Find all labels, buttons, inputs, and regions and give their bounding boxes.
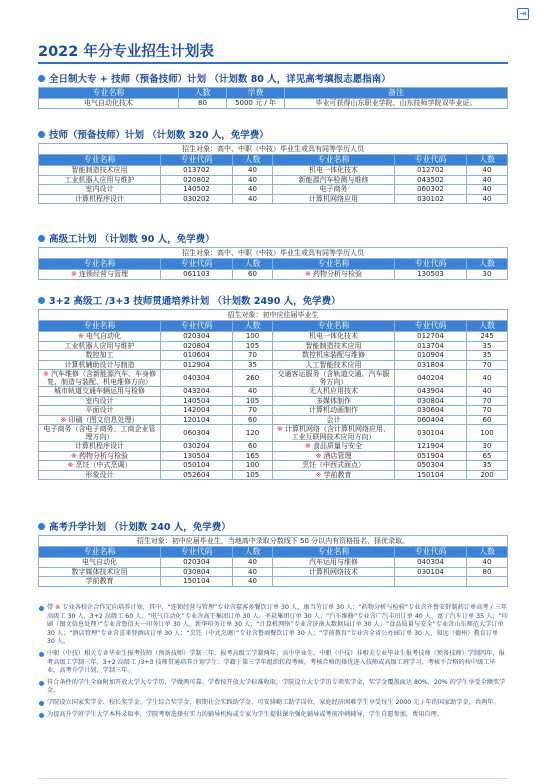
cell: 245: [467, 332, 508, 342]
cell: 计算机辅助设计与制造: [39, 360, 161, 370]
header-cell: 专业名称: [273, 321, 395, 332]
cell: 电子商务: [273, 185, 395, 195]
cell: [395, 577, 467, 587]
header-cell: 人数: [467, 547, 508, 558]
target-row: [39, 536, 508, 547]
cell: ※ 药物分析与检验: [273, 270, 395, 280]
star-marker-icon: ※: [304, 442, 314, 451]
cell: 40: [233, 175, 273, 185]
cell: 计算机网络应用: [273, 194, 395, 204]
cell: 030202: [161, 194, 233, 204]
star-marker-icon: ※: [70, 270, 80, 279]
cell: 30: [467, 442, 508, 452]
cell: 5000 元 / 年: [227, 99, 285, 109]
cell: 010904: [395, 351, 467, 361]
senior-worker-plan-table: [38, 247, 508, 280]
cell: 050104: [161, 461, 233, 471]
table-row: [39, 99, 508, 109]
cell: 35: [467, 341, 508, 351]
cell: 010604: [161, 351, 233, 361]
cell: 012704: [395, 332, 467, 342]
target-row: [39, 144, 508, 155]
cell: 智能制造技术应用: [273, 341, 395, 351]
header-cell: 专业代码: [395, 155, 467, 166]
table-row: [39, 442, 508, 452]
header-cell: 人数: [233, 547, 273, 558]
section-title: 技师（预备技师）计划 （计划数 320 人，免学费）: [38, 128, 508, 143]
table-row: [39, 461, 508, 471]
cell: ※ 汽车维修（含新能源汽车、车身修复、制造与装配、机电维修方向）: [39, 370, 161, 387]
cell: 学前教育: [39, 577, 161, 587]
cell: 020304: [161, 558, 233, 568]
table-row: [39, 351, 508, 361]
cell: ※ 酒店管理: [273, 451, 395, 461]
cell: 计算机程序设计: [39, 442, 161, 452]
cell: 040304: [161, 370, 233, 387]
table-row: [39, 270, 508, 280]
section-title: 全日制大专 + 技师（预备技师）计划 （计划数 80 人，详见高考填报志愿指南）: [38, 72, 508, 87]
cell: 030204: [161, 442, 233, 452]
cell: 052604: [161, 470, 233, 480]
table-row: [39, 341, 508, 351]
table-row: [39, 370, 508, 387]
header-cell: 专业名称: [39, 88, 179, 99]
table-row: [39, 332, 508, 342]
header-cell: 专业代码: [161, 259, 233, 270]
page-title: 2022 年分专业招生计划表: [38, 44, 214, 60]
cell: 060304: [161, 425, 233, 442]
star-marker-icon: ※: [315, 451, 324, 460]
table-row: [39, 166, 508, 176]
table-row: [39, 387, 508, 397]
cell: 030104: [395, 425, 467, 442]
cell: 040304: [395, 558, 467, 568]
cell: 毕业可获得山东职业学院、山东技师学院双毕业证。: [285, 99, 508, 109]
cell: [467, 577, 508, 587]
note-item: 学院设立国家奖学金、校长奖学金、学生综合奖学金、假期社会实践助学金，可安排勤工助学岗位，家庭经济困难学生享受每生 2000 元 / 年的国家助学金，共两年。: [38, 699, 508, 708]
header-cell: 人数: [233, 259, 273, 270]
admission-target: 招生对象：高中、中职（中技）毕业生或具有同等学历人员: [39, 248, 508, 259]
cell: 40: [233, 185, 273, 195]
header-cell: 人数: [467, 259, 508, 270]
cell: 电子商务（含电子商务、工商企业管理方向）: [39, 425, 161, 442]
cell: [273, 577, 395, 587]
cell: 013702: [161, 166, 233, 176]
cell: 050304: [395, 461, 467, 471]
cell: 030104: [395, 567, 467, 577]
star-marker-icon: ※: [67, 461, 76, 470]
star-marker-icon: ※: [60, 415, 69, 424]
header-cell: 专业代码: [161, 547, 233, 558]
cell: 060302: [395, 185, 467, 195]
cell: 形象设计: [39, 470, 161, 480]
cell: 100: [467, 425, 508, 442]
cell: 121904: [395, 442, 467, 452]
cell: 40: [467, 175, 508, 185]
section-college-entrance-plan: [38, 520, 508, 587]
cell: 030804: [161, 567, 233, 577]
cell: 105: [233, 470, 273, 480]
cell: 汽车运用与维修: [273, 558, 395, 568]
exit-icon[interactable]: ⇥: [517, 8, 529, 20]
cell: 150104: [395, 470, 467, 480]
cell: 030604: [395, 406, 467, 416]
cell: 60: [233, 415, 273, 425]
cell: 031804: [395, 360, 467, 370]
cell: 030102: [395, 194, 467, 204]
cell: 013704: [395, 341, 467, 351]
cell: 40: [233, 558, 273, 568]
cell: ※ 食品质量与安全: [273, 442, 395, 452]
cell: 电气自动化: [39, 558, 161, 568]
cell: 60: [233, 442, 273, 452]
cell: 40: [467, 387, 508, 397]
header-cell: 专业名称: [39, 155, 161, 166]
cell: ※ 学前教育: [273, 470, 395, 480]
cell: 165: [233, 451, 273, 461]
cell: 70: [467, 360, 508, 370]
cell: 105: [233, 396, 273, 406]
cell: ※ 烹饪（中式烹调）: [39, 461, 161, 471]
cell: 100: [233, 461, 273, 471]
header-cell: 专业代码: [395, 547, 467, 558]
section-technician-plan: [38, 128, 508, 204]
cell: 150104: [161, 577, 233, 587]
cell: 30: [467, 270, 508, 280]
cell: 40: [233, 577, 273, 587]
table-row: [39, 185, 508, 195]
cell: 烹饪（中西式面点）: [273, 461, 395, 471]
cell: 40: [233, 567, 273, 577]
cell: 无人机应用技术: [273, 387, 395, 397]
college-entrance-plan-table: [38, 535, 508, 587]
note-item: 符合条件的学生全面附加开放大学大专学历，学做两可靠。学费按开放大学标准收取，学院设立大专学历专项奖学金，奖学金覆盖面达 80%，20% 的学生享受全额奖学金。: [38, 679, 508, 696]
cell: 40: [233, 166, 273, 176]
cell: 计算机程序设计: [39, 194, 161, 204]
bullet-icon: [38, 235, 45, 242]
section-title: 3+2 高级工 /3+3 技师贯通培养计划 （计划数 2490 人，免学费）: [38, 294, 508, 309]
cell: 040204: [395, 370, 467, 387]
cell: 043904: [395, 387, 467, 397]
cell: 城市轨道交通车辆运用与检修: [39, 387, 161, 397]
cell: 061103: [161, 270, 233, 280]
star-marker-icon: ※: [315, 470, 324, 479]
cell: 70: [467, 396, 508, 406]
cell: ※ 电气自动化: [39, 332, 161, 342]
section-through-training-plan: [38, 294, 508, 480]
cell: 70: [233, 351, 273, 361]
cell: 80: [179, 99, 227, 109]
cell: 35: [233, 360, 273, 370]
header-cell: 人数: [233, 155, 273, 166]
header-cell: 人数: [179, 88, 227, 99]
header-cell: 专业代码: [161, 321, 233, 332]
cell: 人工智能技术应用: [273, 360, 395, 370]
header-cell: 专业名称: [39, 547, 161, 558]
cell: 043502: [395, 175, 467, 185]
admission-target: 招生对象：初中应往届毕业生: [39, 310, 508, 321]
table-row: [39, 396, 508, 406]
cell: 012702: [395, 166, 467, 176]
cell: 数控加工: [39, 351, 161, 361]
cell: ※ 连锁经营与管理: [39, 270, 161, 280]
cell: 100: [233, 332, 273, 342]
table-row: [39, 567, 508, 577]
bullet-icon: [38, 75, 45, 82]
college-plan-table: [38, 87, 508, 109]
cell: 060404: [395, 415, 467, 425]
table-row: [39, 406, 508, 416]
cell: 142004: [161, 406, 233, 416]
cell: 200: [467, 470, 508, 480]
cell: 020804: [161, 341, 233, 351]
cell: 工业机器人应用与维护: [39, 175, 161, 185]
cell: 40: [233, 387, 273, 397]
cell: 数字媒体技术应用: [39, 567, 161, 577]
header-cell: 专业代码: [395, 321, 467, 332]
notes: [38, 604, 508, 722]
cell: 室内设计: [39, 396, 161, 406]
table-row: [39, 470, 508, 480]
star-marker-icon: ※: [70, 451, 80, 460]
cell: 40: [467, 166, 508, 176]
cell: 40: [467, 194, 508, 204]
cell: 交通客运服务（含轨道交通、汽车服务方向）: [273, 370, 395, 387]
cell: 新能源汽车检测与维修: [273, 175, 395, 185]
cell: 140504: [161, 396, 233, 406]
technician-plan-table: [38, 143, 508, 204]
cell: 40: [467, 185, 508, 195]
cell: 043204: [161, 387, 233, 397]
through-training-plan-table: [38, 309, 508, 480]
header-cell: 人数: [467, 321, 508, 332]
cell: 70: [233, 406, 273, 416]
cell: 030804: [395, 396, 467, 406]
section-college-plan: [38, 72, 508, 109]
table-row: [39, 175, 508, 185]
cell: 室内设计: [39, 185, 161, 195]
cell: 020802: [161, 175, 233, 185]
header-cell: 专业名称: [273, 259, 395, 270]
header-cell: 专业名称: [273, 547, 395, 558]
section-senior-worker-plan: [38, 232, 508, 280]
bullet-icon: [38, 131, 45, 138]
target-row: [39, 248, 508, 259]
admission-target: 招生对象：初中应届毕业生，当地高中录取分数线下 50 分以内有资格报名，择优录取。: [39, 536, 508, 547]
admission-target: 招生对象：高中、中职（中技）毕业生或具有同等学历人员: [39, 144, 508, 155]
cell: 35: [467, 351, 508, 361]
cell: 130503: [395, 270, 467, 280]
cell: 计算机网络技术: [273, 567, 395, 577]
cell: 40: [467, 370, 508, 387]
cell: ※ 药物分析与检验: [39, 451, 161, 461]
bullet-icon: [38, 523, 45, 530]
star-marker-icon: ※: [304, 270, 314, 279]
cell: 40: [233, 194, 273, 204]
cell: 140502: [161, 185, 233, 195]
cell: 60: [233, 270, 273, 280]
cell: 105: [233, 341, 273, 351]
note-item: 中职（中技）相关专业毕业生报考技师（预备技师）学制三年，报考高级工学制两年；高中毕业生、中职（中技）非相关专业毕业生报考技师（预备技师）学制四年，报考高级工学制三年。3+2 高级工 /3+3 技师贯通培养计划学生：学籍于第三学年组织转段考核，考核合格的择优进入技师或高级工班学习，考核不合格的按中级工毕业，高考升学计划，学制三年。: [38, 650, 508, 676]
table-row: [39, 451, 508, 461]
cell: 机电一体化技术: [273, 332, 395, 342]
cell: 机电一体化技术: [273, 166, 395, 176]
header-cell: 专业代码: [161, 155, 233, 166]
cell: 数控机床装配与维修: [273, 351, 395, 361]
cell: 计算机动画制作: [273, 406, 395, 416]
cell: 40: [467, 558, 508, 568]
header-cell: 人数: [233, 321, 273, 332]
section-title: 高考升学计划 （计划数 240 人，免学费）: [38, 520, 508, 535]
header-cell: 备注: [285, 88, 508, 99]
table-row: [39, 194, 508, 204]
star-marker-icon: ※: [42, 370, 52, 378]
cell: 120104: [161, 415, 233, 425]
target-row: [39, 310, 508, 321]
cell: 60: [467, 415, 508, 425]
cell: 80: [467, 567, 508, 577]
title-underline: [38, 62, 508, 64]
table-row: [39, 425, 508, 442]
cell: ※ 计算机网络（含计算机网络应用、工业互联网技术应用方向）: [273, 425, 395, 442]
cell: 35: [467, 461, 508, 471]
cell: 会计: [273, 415, 395, 425]
cell: 012904: [161, 360, 233, 370]
header-cell: 专业名称: [39, 321, 161, 332]
cell: 051904: [395, 451, 467, 461]
note-item: 带 ※ 专业各校企合作定向培养计划，其中，“连锁经营与管理”专业含嘉客多餐饮订单 30 人，康当劳订单 30 人；“药物分析与检验”专业含齐鲁安舒制药订单高考 / 三年高级工 30 人、3+2 高级工 60 人；“电气自动化”专业含高王集团订单 30 人、圣泉集团订单 30 人；“汽车维修”专业含广汽丰田订单 40 人、富丁汽车订单 35 人；“印刷（图文信息处理）”专业含鲁信天一印务订单 30 人，新华印务订单 30 人；“计算机网络”专业含济南大数据局订单 30 人；“食品质量与安全”专业含山东师范大学订单 30 人；“酒店管理”专业含喜来登酒店订单 30 人；“烹饪（中式烹调）”专业含鲁商餐饮订单 30 人；“学前教育”专业含全省公办园订单 30 人，知远（德州）教育订单 30 人。: [38, 604, 508, 647]
cell: 020304: [161, 332, 233, 342]
star-marker-icon: ※: [77, 332, 87, 341]
header-cell: 专业代码: [395, 259, 467, 270]
cell: 65: [467, 451, 508, 461]
cell: ※ 印刷（图文信息处理）: [39, 415, 161, 425]
cell: 电气自动化技术: [39, 99, 179, 109]
cell: 智能制造技术应用: [39, 166, 161, 176]
cell: 120: [233, 425, 273, 442]
footer-line: [38, 778, 508, 779]
table-row: [39, 415, 508, 425]
note-item: 为提高升学班学生大学本科录取率，学院考察选择有实力的辅导机构或专家为学生提供课余强化辅导或考前冲刺辅导，学生自愿参加，费用自理。: [38, 711, 508, 720]
cell: 260: [233, 370, 273, 387]
cell: 多媒体制作: [273, 396, 395, 406]
cell: 130504: [161, 451, 233, 461]
header-cell: 人数: [467, 155, 508, 166]
cell: 平面设计: [39, 406, 161, 416]
header-cell: 专业名称: [273, 155, 395, 166]
star-marker-icon: ※: [276, 425, 286, 433]
header-cell: 学费: [227, 88, 285, 99]
star-marker-icon: ※: [55, 604, 61, 611]
cell: 70: [467, 406, 508, 416]
cell: 工业机器人应用与维护: [39, 341, 161, 351]
section-title: 高级工计划 （计划数 90 人，免学费）: [38, 232, 508, 247]
table-row: [39, 360, 508, 370]
table-row: [39, 577, 508, 587]
header-cell: 专业名称: [39, 259, 161, 270]
table-row: [39, 558, 508, 568]
bullet-icon: [38, 297, 45, 304]
